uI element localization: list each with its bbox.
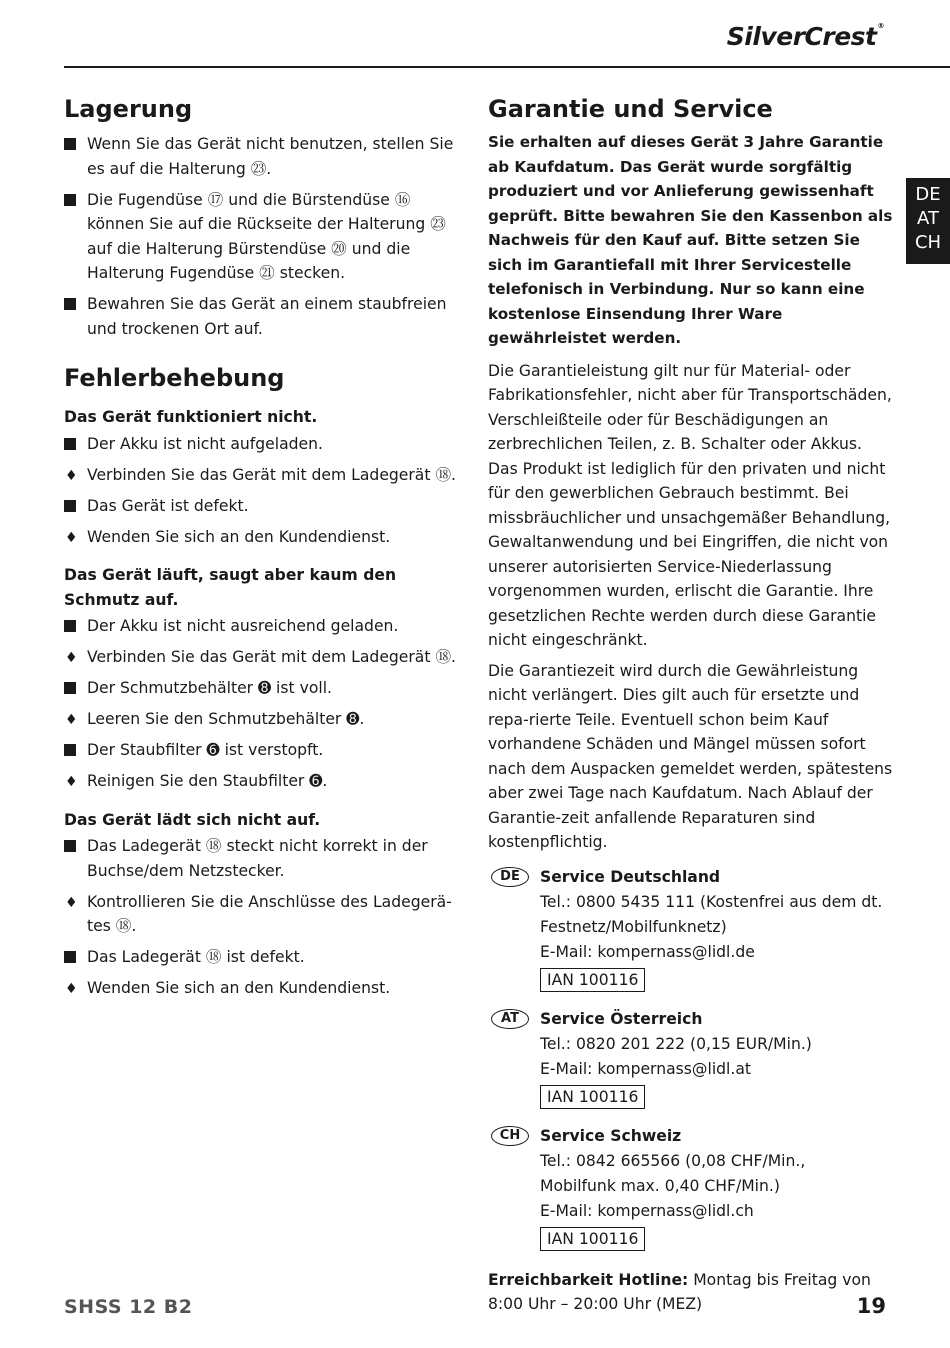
section-title-garantie: Garantie und Service xyxy=(488,95,773,123)
diamond-bullet-icon: ♦ xyxy=(65,529,78,546)
bullet-marker xyxy=(64,945,84,971)
bullet-marker xyxy=(64,676,84,702)
diamond-bullet-icon: ♦ xyxy=(65,467,78,484)
list-item xyxy=(64,614,464,639)
list-item xyxy=(64,676,464,701)
lang-de: DE xyxy=(915,184,941,205)
lagerung-list xyxy=(64,132,464,341)
service-contact-line: E-Mail: kompernass@lidl.at xyxy=(540,1059,752,1078)
square-bullet-icon xyxy=(64,682,76,694)
list-item xyxy=(64,738,464,763)
square-bullet-icon xyxy=(64,620,76,632)
square-bullet-icon xyxy=(64,298,76,310)
list-item-text: Bewahren Sie das Gerät an einem staubfreien und trockenen Ort auf. xyxy=(87,295,447,338)
diamond-bullet-icon: ♦ xyxy=(65,981,78,997)
list-item-text: Reinigen Sie den Staubfilter ➏. xyxy=(87,772,328,790)
page-number: 19 xyxy=(856,1294,886,1318)
bullet-marker xyxy=(64,292,84,318)
troubleshooting-heading: Das Gerät lädt sich nicht auf. xyxy=(64,810,321,829)
troubleshooting-groups xyxy=(64,405,464,1001)
footer-model-number: SHSS 12 B2 xyxy=(64,1296,193,1318)
brand-name: SilverCrest xyxy=(726,22,877,51)
bullet-marker xyxy=(64,645,84,671)
lang-ch: CH xyxy=(914,232,942,253)
troubleshooting-list xyxy=(64,432,464,550)
list-item xyxy=(64,890,464,939)
list-item-text: Verbinden Sie das Gerät mit dem Ladegerät ⑱. xyxy=(87,465,456,484)
list-item xyxy=(64,292,464,341)
right-column xyxy=(488,94,893,1317)
list-item xyxy=(64,494,464,519)
service-block-de xyxy=(488,865,893,993)
section-title-lagerung: Lagerung xyxy=(64,95,193,123)
troubleshooting-heading: Das Gerät funktioniert nicht. xyxy=(64,408,318,426)
diamond-bullet-icon: ♦ xyxy=(65,774,78,790)
list-item-text: Der Akku ist nicht ausreichend geladen. xyxy=(87,617,399,635)
list-item xyxy=(64,432,464,457)
service-title: Service Deutschland xyxy=(540,867,721,886)
list-item-text: Wenn Sie das Gerät nicht benutzen, stellen Sie es auf die Halterung ㉓. xyxy=(87,135,454,178)
service-contact-line: E-Mail: kompernass@lidl.ch xyxy=(540,1201,754,1220)
bullet-marker xyxy=(64,976,84,1002)
brand-registered-mark: ® xyxy=(877,22,884,30)
ian-number-box: IAN 100116 xyxy=(540,1227,645,1251)
list-item-text: Die Fugendüse ⑰ und die Bürstendüse ⑯ können Sie auf die Rückseite der Halterung ㉓ auf die Halterung Bürstendüse ⑳ und die Halterung Fugendüse ㉑ stecken. xyxy=(87,190,446,282)
left-column xyxy=(64,94,464,1007)
bullet-marker xyxy=(64,525,84,551)
service-contact-line: E-Mail: kompernass@lidl.de xyxy=(540,942,755,961)
list-item-text: Der Staubfilter ➏ ist verstopft. xyxy=(87,741,324,759)
brand-logo xyxy=(727,22,884,51)
language-tab xyxy=(906,178,950,264)
square-bullet-icon xyxy=(64,951,76,963)
bullet-marker xyxy=(64,738,84,764)
list-item-text: Der Schmutzbehälter ➑ ist voll. xyxy=(87,679,332,697)
troubleshooting-heading: Das Gerät läuft, saugt aber kaum den Schmutz auf. xyxy=(64,566,397,609)
warranty-paragraph-2: Die Garantiezeit wird durch die Gewährleistung nicht verlängert. Dies gilt auch für ersetzte und repa-rierte Teile. Eventuell schon beim Kauf vorhandene Schäden und Mängel müssen sofort nach dem Auspacken gemeldet werden, spätestens aber zwei Tage nach Kaufdatum. Nach Ablauf der Garantie-zeit anfallende Reparaturen sind kostenpflichtig. xyxy=(488,661,893,851)
list-item-text: Wenden Sie sich an den Kundendienst. xyxy=(87,527,391,546)
bullet-marker xyxy=(64,188,84,214)
bullet-marker xyxy=(64,494,84,520)
service-contact-line: Tel.: 0800 5435 111 (Kostenfrei aus dem dt. Festnetz/Mobilfunknetz) xyxy=(540,892,883,936)
list-item-text: Wenden Sie sich an den Kundendienst. xyxy=(87,979,391,997)
ian-number-box: IAN 100116 xyxy=(540,1085,645,1109)
list-item xyxy=(64,945,464,970)
list-item xyxy=(64,463,464,488)
service-title: Service Schweiz xyxy=(540,1126,682,1145)
square-bullet-icon xyxy=(64,194,76,206)
diamond-bullet-icon: ♦ xyxy=(65,650,78,666)
list-item-text: Das Ladegerät ⑱ ist defekt. xyxy=(87,948,305,966)
hotline-info xyxy=(488,1268,893,1317)
warranty-paragraph-1: Die Garantieleistung gilt nur für Material- oder Fabrikationsfehler, nicht aber für Transportschäden, Verschleißteile oder für Beschädigungen an zerbrechlichen Teilen, z. B. Schalter oder Akkus. Das Produkt ist lediglich für den privaten und nicht für den gewerblichen Gebrauch bestimmt. Bei missbräuchlicher und unsachgemäßer Behandlung, Gewaltanwendung und bei Eingriffen, die nicht von unserer autorisierten Service-Niederlassung vorgenommen wurden, erlischt die Garantie. Ihre gesetzlichen Rechte werden durch diese Garantie nicht eingeschränkt. xyxy=(488,361,892,649)
bullet-marker xyxy=(64,707,84,733)
header-rule xyxy=(64,66,950,68)
section-title-fehlerbehebung: Fehlerbehebung xyxy=(64,364,285,392)
hotline-label: Erreichbarkeit Hotline: xyxy=(488,1270,689,1289)
diamond-bullet-icon: ♦ xyxy=(65,712,78,728)
service-contacts xyxy=(488,865,893,1252)
list-item-text: Leeren Sie den Schmutzbehälter ➑. xyxy=(87,710,365,728)
bullet-marker xyxy=(64,614,84,640)
service-block-ch xyxy=(488,1124,893,1252)
diamond-bullet-icon: ♦ xyxy=(65,894,78,911)
warranty-lead-text: Sie erhalten auf dieses Gerät 3 Jahre Garantie ab Kaufdatum. Das Gerät wurde sorgfältig produziert und vor Anlieferung gewissenhaft geprüft. Bitte bewahren Sie den Kassenbon als Nachweis für den Kauf auf. Bitte setzen Sie sich im Garantiefall mit Ihrer Servicestelle telefonisch in Verbindung. Nur so kann eine kostenlose Einsendung Ihrer Ware gewährleistet werden. xyxy=(488,133,893,347)
list-item-text: Kontrollieren Sie die Anschlüsse des Ladegerä-tes ⑱. xyxy=(87,892,452,935)
hotline-hours: Montag bis Freitag von 8:00 Uhr – 20:00 Uhr (MEZ) xyxy=(488,1270,871,1313)
bullet-marker xyxy=(64,432,84,458)
square-bullet-icon xyxy=(64,744,76,756)
troubleshooting-list xyxy=(64,614,464,794)
bullet-marker xyxy=(64,890,84,916)
service-contact-line: Tel.: 0820 201 222 (0,15 EUR/Min.) xyxy=(540,1034,812,1053)
bullet-marker xyxy=(64,463,84,489)
service-contact-line: Tel.: 0842 665566 (0,08 CHF/Min., xyxy=(540,1151,806,1170)
list-item xyxy=(64,769,464,794)
list-item-text: Das Ladegerät ⑱ steckt nicht korrekt in der Buchse/dem Netzstecker. xyxy=(87,837,428,880)
country-code-badge: AT xyxy=(491,1009,529,1029)
bullet-marker xyxy=(64,769,84,795)
list-item xyxy=(64,132,464,181)
bullet-marker xyxy=(64,834,84,860)
service-block-at xyxy=(488,1007,893,1110)
country-code-badge: DE xyxy=(491,867,529,887)
list-item xyxy=(64,707,464,732)
service-contact-line: Mobilfunk max. 0,40 CHF/Min.) xyxy=(540,1176,780,1195)
square-bullet-icon xyxy=(64,840,76,852)
square-bullet-icon xyxy=(64,138,76,150)
country-code-badge: CH xyxy=(491,1126,529,1146)
list-item-text: Das Gerät ist defekt. xyxy=(87,496,249,515)
list-item xyxy=(64,834,464,883)
ian-number-box: IAN 100116 xyxy=(540,968,645,992)
list-item xyxy=(64,645,464,670)
list-item xyxy=(64,525,464,550)
list-item-text: Der Akku ist nicht aufgeladen. xyxy=(87,434,323,453)
square-bullet-icon xyxy=(64,500,76,512)
list-item-text: Verbinden Sie das Gerät mit dem Ladegerät ⑱. xyxy=(87,648,456,666)
square-bullet-icon xyxy=(64,438,76,450)
list-item xyxy=(64,976,464,1001)
lang-at: AT xyxy=(917,208,939,229)
service-title: Service Österreich xyxy=(540,1009,703,1028)
list-item xyxy=(64,188,464,286)
bullet-marker xyxy=(64,132,84,158)
troubleshooting-list xyxy=(64,834,464,1001)
